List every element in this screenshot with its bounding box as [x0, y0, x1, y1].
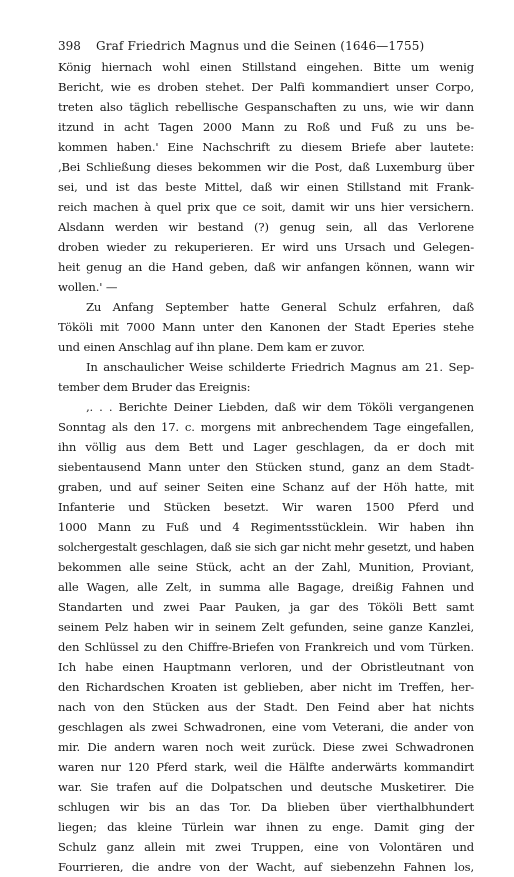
- text-line: Bericht, wie es droben stehet. Der Palfi kommandiert unser Corpo,: [58, 80, 474, 94]
- text-line: mir. Die andern waren noch weit zurück. Diese zwei Schwadronen: [58, 740, 474, 754]
- text-line: waren nur 120 Pferd stark, weil die Hälfte anderwärts kommandirt: [58, 760, 474, 774]
- text-line: alle Wagen, alle Zelt, in summa alle Bagage, dreißig Fahnen und: [58, 580, 474, 594]
- text-line: bekommen alle seine Stück, acht an der Zahl, Munition, Proviant,: [58, 560, 474, 574]
- text-line: Infanterie und Stücken besetzt. Wir waren 1500 Pferd und: [58, 500, 474, 514]
- text-line: Alsdann werden wir bestand (?) genug sein, all das Verlorene: [58, 220, 474, 234]
- text-line: itzund in acht Tagen 2000 Mann zu Roß und Fuß zu uns be-: [58, 120, 474, 134]
- text-line: 1000 Mann zu Fuß und 4 Regimentsstücklein. Wir haben ihn: [58, 520, 474, 534]
- text-line: nach von den Stücken aus der Stadt. Den Feind aber hat nichts: [58, 700, 474, 714]
- text-line: König hiernach wohl einen Stillstand eingehen. Bitte um wenig: [58, 60, 474, 74]
- text-line: den Schlüssel zu den Chiffre-Briefen von Frankreich und vom Türken.: [58, 640, 474, 654]
- text-line: Schulz ganz allein mit zwei Truppen, eine von Volontären und: [58, 840, 474, 854]
- text-line: ihn völlig aus dem Bett und Lager geschlagen, da er doch mit: [58, 440, 474, 454]
- text-line: geschlagen als zwei Schwadronen, eine vom Veterani, die ander von: [58, 720, 474, 734]
- text-line: Zu Anfang September hatte General Schulz erfahren, daß: [86, 300, 474, 314]
- text-line: ‚. . . Berichte Deiner Liebden, daß wir dem Tököli vergangenen: [86, 400, 474, 414]
- text-line: Ich habe einen Hauptmann verloren, und der Obristleutnant von: [58, 660, 474, 674]
- text-line: Sonntag als den 17. c. morgens mit anbrechendem Tage eingefallen,: [58, 420, 474, 434]
- text-line: Tököli mit 7000 Mann unter den Kanonen der Stadt Eperies stehe: [58, 320, 474, 334]
- text-line: solchergestalt geschlagen, daß sie sich gar nicht mehr gesetzt, und haben: [58, 540, 474, 554]
- text-line: tember dem Bruder das Ereignis:: [58, 380, 251, 394]
- text-line: liegen; das kleine Türlein war ihnen zu enge. Damit ging der: [58, 820, 474, 834]
- text-line: droben wieder zu rekuperieren. Er wird uns Ursach und Gelegen-: [58, 240, 474, 254]
- page-header: [58, 38, 474, 54]
- page-number: 398: [58, 39, 81, 53]
- text-line: und einen Anschlag auf ihn plane. Dem kam er zuvor.: [58, 340, 365, 354]
- text-line: ‚Bei Schließung dieses bekommen wir die Post, daß Luxemburg über: [58, 160, 474, 174]
- text-line: treten also täglich rebellische Gespanschaften zu uns, wie wir dann: [58, 100, 474, 114]
- text-line: kommen haben.' Eine Nachschrift zu diesem Briefe aber lautete:: [58, 140, 474, 154]
- text-line: seinem Pelz haben wir in seinem Zelt gefunden, seine ganze Kanzlei,: [58, 620, 474, 634]
- text-line: war. Sie trafen auf die Dolpatschen und deutsche Musketirer. Die: [58, 780, 474, 794]
- text-line: siebentausend Mann unter den Stücken stund, ganz an dem Stadt-: [58, 460, 474, 474]
- running-title: Graf Friedrich Magnus und die Seinen (1646—1755): [96, 39, 425, 53]
- text-line: schlugen wir bis an das Tor. Da blieben über vierthalbhundert: [58, 800, 474, 814]
- text-line: heit genug an die Hand geben, daß wir anfangen können, wann wir: [58, 260, 474, 274]
- text-line: Standarten und zwei Paar Pauken, ja gar des Tököli Bett samt: [58, 600, 474, 614]
- text-line: sei, und ist das beste Mittel, daß wir einen Stillstand mit Frank-: [58, 180, 474, 194]
- text-line: wollen.' —: [58, 280, 118, 294]
- body-text: [58, 57, 474, 877]
- text-line: reich machen à quel prix que ce soit, damit wir uns hier versichern.: [58, 200, 474, 214]
- text-line: In anschaulicher Weise schilderte Friedrich Magnus am 21. Sep-: [86, 360, 474, 374]
- text-line: Fourrieren, die andre von der Wacht, auf siebenzehn Fahnen los,: [58, 860, 474, 874]
- text-line: graben, und auf seiner Seiten eine Schanz auf der Höh hatte, mit: [58, 480, 474, 494]
- text-line: den Richardschen Kroaten ist geblieben, aber nicht im Treffen, her-: [58, 680, 474, 694]
